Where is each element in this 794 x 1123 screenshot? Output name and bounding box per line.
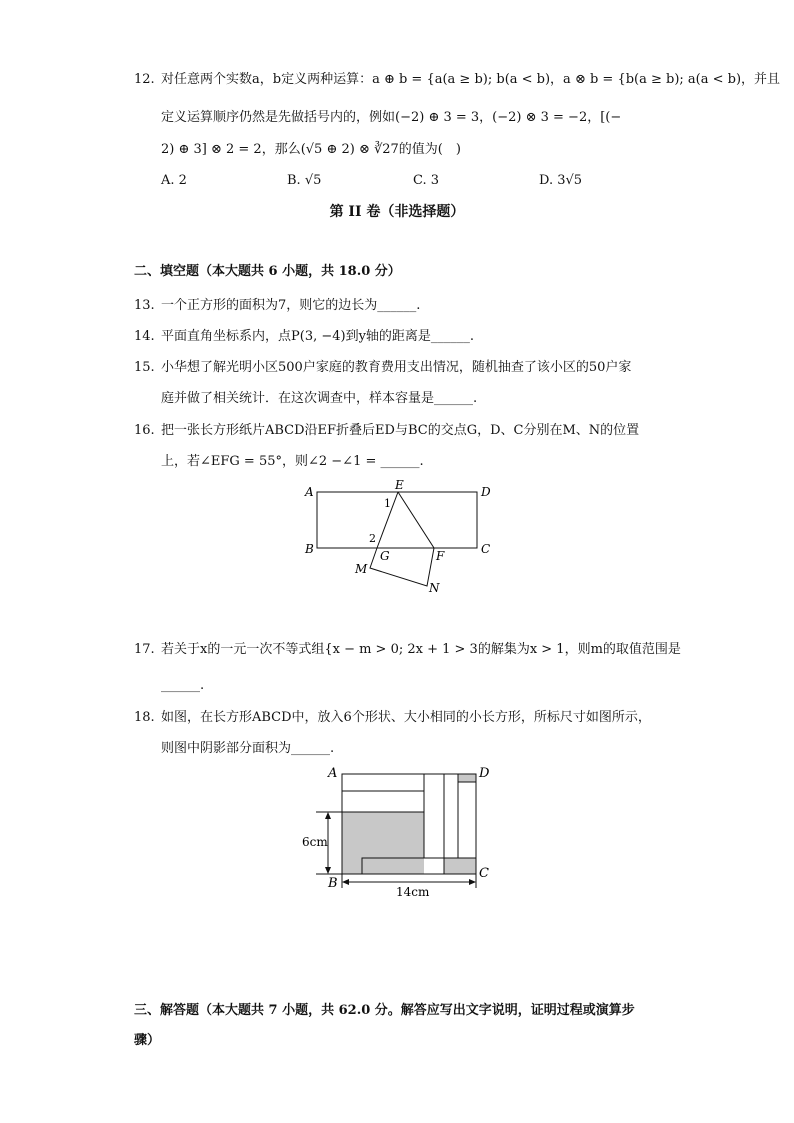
shaded-region-bottom-right — [444, 858, 476, 874]
q15-number: 15. — [134, 360, 155, 375]
arrowhead-left — [342, 879, 349, 885]
small-rect-3 — [424, 774, 444, 858]
q12-line2: 定义运算顺序仍然是先做括号内的，例如(−2) ⊕ 3 = 3，(−2) ⊗ 3 = −2，[(− — [161, 110, 622, 125]
arrowhead-down — [325, 867, 331, 874]
section3-heading-line1: 三、解答题（本大题共 7 小题，共 62.0 分。解答应写出文字说明，证明过程或演算步 — [134, 1003, 635, 1018]
q12-line1: 对任意两个实数a，b定义两种运算：a ⊕ b = {a(a ≥ b); b(a < b)，a ⊗ b = {b(a ≥ b); a(a < b)，并且 — [161, 72, 781, 87]
section3-heading-line2: 骤） — [134, 1033, 161, 1048]
small-rect-4 — [458, 782, 476, 858]
q15-line2: 庭并做了相关统计．在这次调查中，样本容量是______. — [161, 391, 478, 406]
q13-number: 13. — [134, 298, 155, 313]
q17-blank: ______. — [161, 678, 205, 693]
shaded-region-top-right — [458, 774, 476, 782]
height-label: 6cm — [302, 835, 328, 849]
q18-line2: 则图中阴影部分面积为______. — [161, 741, 335, 756]
angle-1-label: 1 — [384, 497, 391, 510]
q17-text: 若关于x的一元一次不等式组{x − m > 0; 2x + 1 > 3的解集为x > 1，则m的取值范围是 — [161, 642, 681, 657]
q16-line2: 上，若∠EFG = 55°，则∠2 −∠1 = ______. — [161, 454, 424, 469]
label-a: A — [328, 766, 338, 781]
q18-line1: 如图，在长方形ABCD中，放入6个形状、大小相同的小长方形，所标尺寸如图所示， — [161, 710, 651, 725]
label-c: C — [481, 542, 491, 556]
q12-choice-c: C. 3 — [413, 173, 440, 188]
arrowhead-right — [469, 879, 476, 885]
small-rect-1 — [342, 774, 424, 791]
label-d: D — [479, 766, 490, 781]
q18-rectangle-figure — [298, 762, 498, 902]
q12-number: 12. — [134, 72, 155, 87]
label-f: F — [436, 549, 445, 563]
folded-part — [370, 492, 434, 586]
q14-number: 14. — [134, 329, 155, 344]
q13-text: 一个正方形的面积为7，则它的边长为______. — [161, 298, 421, 313]
small-rect-2 — [342, 791, 424, 812]
q16-fold-figure — [300, 478, 500, 598]
q12-choice-a: A. 2 — [161, 173, 187, 188]
label-a: A — [305, 485, 314, 499]
q12-choice-d: D. 3√5 — [539, 173, 583, 188]
rectangle-abcd — [317, 492, 477, 548]
label-b: B — [328, 876, 338, 891]
q12-line3: 2) ⊕ 3] ⊗ 2 = 2，那么(√5 ⊕ 2) ⊗ ∛27的值为( ) — [161, 142, 461, 157]
q14-text: 平面直角坐标系内，点P(3, −4)到y轴的距离是______. — [161, 329, 475, 344]
width-label: 14cm — [396, 885, 430, 899]
label-m: M — [355, 562, 368, 576]
part2-title: 第 II 卷（非选择题） — [329, 204, 465, 220]
q18-number: 18. — [134, 710, 155, 725]
section2-heading: 二、填空题（本大题共 6 小题，共 18.0 分） — [134, 264, 401, 279]
angle-2-label: 2 — [369, 532, 376, 545]
label-n: N — [429, 581, 440, 595]
small-rect-6 — [444, 774, 458, 858]
q16-number: 16. — [134, 423, 155, 438]
label-e: E — [395, 478, 404, 492]
arrowhead-up — [325, 812, 331, 819]
label-b: B — [305, 542, 314, 556]
q15-line1: 小华想了解光明小区500户家庭的教育费用支出情况，随机抽查了该小区的50户家 — [161, 360, 632, 375]
q12-choice-b: B. √5 — [287, 173, 322, 188]
label-g: G — [380, 549, 390, 563]
q17-number: 17. — [134, 642, 155, 657]
shaded-region-left — [342, 812, 424, 874]
q16-line1: 把一张长方形纸片ABCD沿EF折叠后ED与BC的交点G，D、C分别在M、N的位置 — [161, 423, 640, 438]
label-d: D — [481, 485, 491, 499]
label-c: C — [479, 866, 489, 881]
